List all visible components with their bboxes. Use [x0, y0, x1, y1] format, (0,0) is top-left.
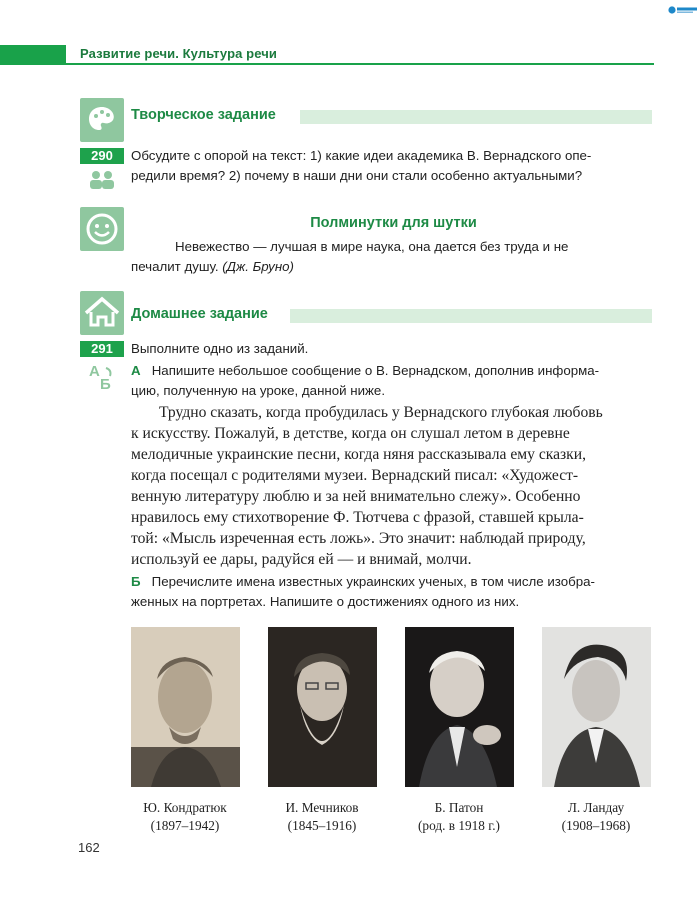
spelling-ab-icon	[88, 362, 118, 397]
text-line: женных на портретах. Напишите о достижениях одного из них.	[131, 594, 520, 609]
caption-mechnikov	[252, 799, 392, 835]
text-line: мелодичные украинские песни, когда няня рассказывала ему сказки,	[131, 446, 586, 463]
publisher-logo	[668, 2, 698, 12]
text-line: той: «Мысль изреченная есть ложь». Это значит: наблюдай природу,	[131, 530, 586, 547]
page-number: 162	[78, 840, 100, 855]
text-line	[131, 572, 653, 592]
text-line: используй ее дары, радуйся ей — и внимай, молчи.	[131, 551, 472, 568]
vernadsky-story	[131, 402, 653, 570]
text-line	[131, 257, 639, 277]
portrait-name: Б. Патон	[434, 800, 484, 815]
text-line: к искусству. Пожалуй, в детстве, когда он слушал летом в деревне	[131, 425, 570, 442]
portrait-years: (1845–1916)	[287, 818, 357, 833]
section-title-joke: Полминутки для шутки	[310, 215, 477, 231]
exercise-290-text	[131, 146, 656, 186]
exercise-number-290: 290	[80, 148, 124, 164]
portrait-name: Ю. Кондратюк	[143, 800, 227, 815]
portrait-kondratyuk	[131, 627, 240, 787]
svg-text:Б: Б	[100, 376, 111, 392]
task-a	[131, 361, 653, 401]
exercise-number-291: 291	[80, 341, 124, 357]
section-band	[290, 309, 652, 323]
task-b-letter: Б	[131, 574, 141, 589]
text-line: цию, полученную на уроке, данной ниже.	[131, 383, 386, 398]
joke-author: (Дж. Бруно)	[222, 259, 294, 274]
exercise-291-intro: Выполните одно из заданий.	[131, 341, 309, 356]
portrait-name: И. Мечников	[285, 800, 359, 815]
portrait-years: (1897–1942)	[150, 818, 220, 833]
section-band	[300, 110, 652, 124]
portrait-mechnikov	[268, 627, 377, 787]
smiley-icon	[80, 207, 124, 251]
pair-work-icon	[86, 170, 118, 195]
text-line: когда посещал с родителями музеи. Вернадский писал: «Художест-	[131, 467, 579, 484]
task-a-letter: А	[131, 363, 141, 378]
text-line: Невежество — лучшая в мире наука, она дается без труда и не	[175, 239, 569, 254]
caption-kondratyuk	[115, 799, 255, 835]
portrait-years: (род. в 1918 г.)	[418, 818, 500, 833]
task-a-line: Напишите небольшое сообщение о В. Вернадском, дополнив информа-	[151, 363, 600, 378]
header-accent-bar	[0, 45, 66, 65]
page-header-title: Развитие речи. Культура речи	[80, 46, 277, 61]
portrait-landau	[542, 627, 651, 787]
portrait-years: (1908–1968)	[561, 818, 631, 833]
header-rule	[66, 63, 654, 65]
section-title-homework: Домашнее задание	[131, 306, 268, 322]
svg-text:А: А	[89, 363, 100, 380]
portrait-name: Л. Ландау	[567, 800, 625, 815]
caption-paton	[389, 799, 529, 835]
house-icon	[80, 291, 124, 335]
text-line: Обсудите с опорой на текст: 1) какие идеи академика В. Вернадского опе-	[131, 148, 592, 163]
joke-text	[131, 237, 639, 277]
text-line	[131, 361, 653, 381]
task-b-line: Перечислите имена известных украинских ученых, в том числе изобра-	[151, 574, 595, 589]
task-b	[131, 572, 653, 612]
text-line: венную литературу люблю и за ней внимательно слежу». Особенно	[131, 488, 581, 505]
caption-landau	[526, 799, 666, 835]
palette-icon	[80, 98, 124, 142]
section-title-creative: Творческое задание	[131, 107, 276, 123]
portrait-paton	[405, 627, 514, 787]
text-line: Трудно сказать, когда пробудилась у Вернадского глубокая любовь	[159, 404, 603, 421]
joke-quote-end: печалит душу.	[131, 259, 219, 274]
text-line: редили время? 2) почему в наши дни они стали особенно актуальными?	[131, 168, 583, 183]
text-line: нравилось ему стихотворение Ф. Тютчева с фразой, ставшей крыла-	[131, 509, 584, 526]
